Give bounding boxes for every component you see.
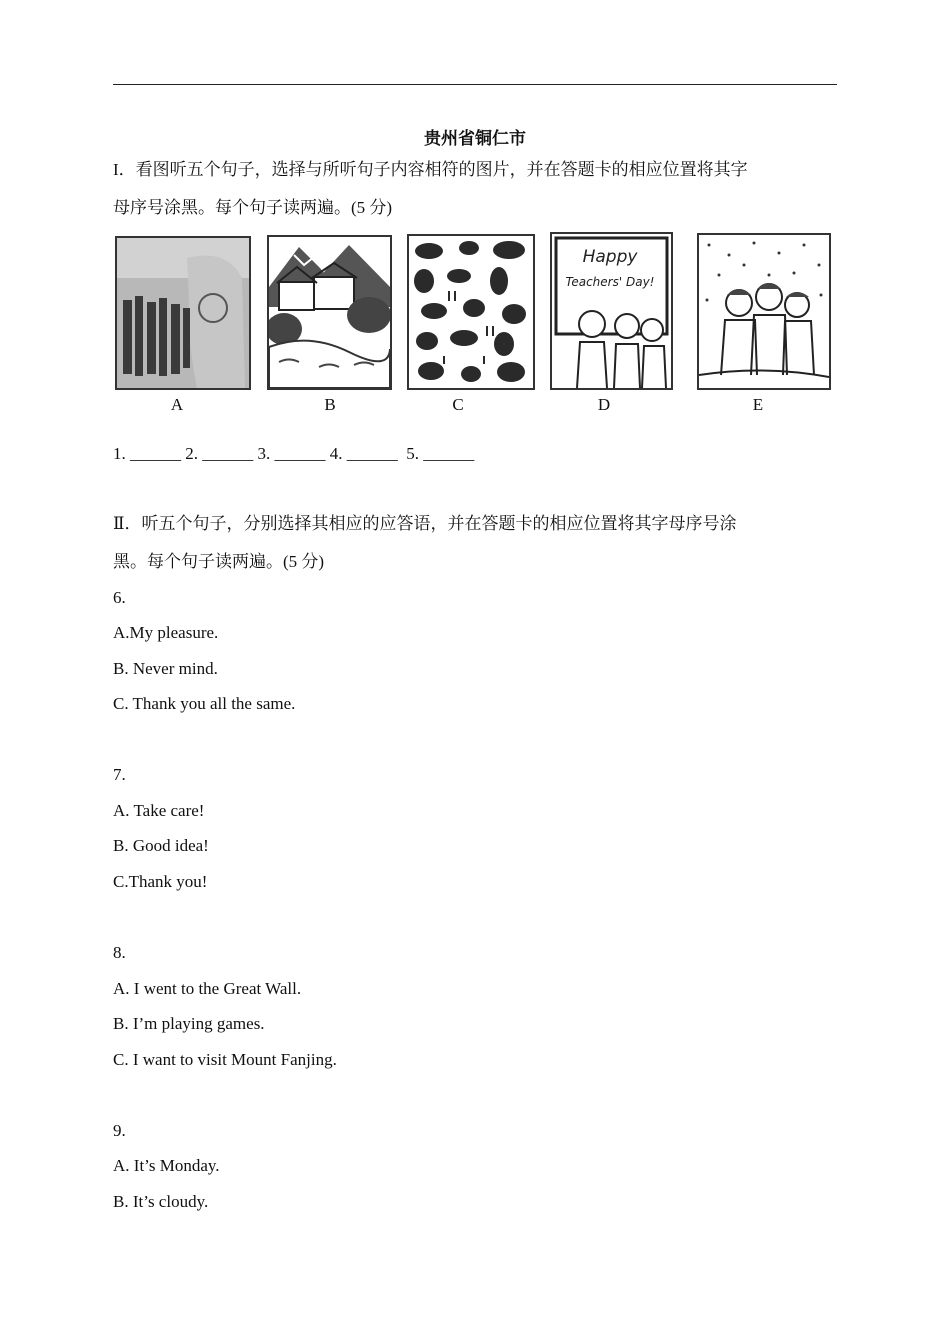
answer-blanks: 1. ______ 2. ______ 3. ______ 4. ______ 5. ______: [113, 444, 475, 463]
option-item: C. I want to visit Mount Fanjing.: [113, 1050, 337, 1069]
option-item: B. I’m playing games.: [113, 1014, 265, 1033]
picture-label-b: B: [324, 395, 336, 414]
wall-carving-image: [115, 236, 251, 390]
option-item: A. Take care!: [113, 801, 205, 820]
option-item: A. It’s Monday.: [113, 1156, 220, 1175]
question-number: 6.: [113, 588, 126, 607]
question-number: 8.: [113, 943, 126, 962]
section2-instruction-line2: 黑。每个句子读两遍。(5 分): [113, 552, 325, 571]
section2-instruction-line1: Ⅱ．听五个句子，分别选择其相应的应答语，并在答题卡的相应位置将其字母序号涂: [113, 514, 737, 533]
option-item: B. It’s cloudy.: [113, 1192, 209, 1211]
picture-label-d: D: [597, 395, 611, 414]
picture-label-e: E: [752, 395, 764, 414]
question-number: 9.: [113, 1121, 126, 1140]
village-house-image: [267, 235, 392, 390]
section1-instruction-line2: 母序号涂黑。每个句子读两遍。(5 分): [113, 198, 393, 217]
option-item: C.Thank you!: [113, 872, 208, 891]
children-in-snow-image: [697, 233, 831, 390]
option-item: B. Never mind.: [113, 659, 218, 678]
section1-instruction-line1: I．看图听五个句子，选择与所听句子内容相符的图片，并在答题卡的相应位置将其字: [113, 160, 748, 179]
board-text-line2: Teachers' Day!: [565, 275, 655, 289]
animals-collage-image: [407, 234, 535, 390]
option-item: B. Good idea!: [113, 836, 209, 855]
picture-label-a: A: [170, 395, 184, 414]
option-item: C. Thank you all the same.: [113, 694, 296, 713]
page-title: 贵州省铜仁市: [424, 129, 526, 148]
board-text-line1: Happy: [582, 247, 638, 267]
option-item: A. I went to the Great Wall.: [113, 979, 302, 998]
question-number: 7.: [113, 765, 126, 784]
picture-label-c: C: [452, 395, 464, 414]
option-item: A.My pleasure.: [113, 623, 219, 642]
header-rule: [113, 84, 837, 85]
teachers-day-board-image: [550, 232, 673, 390]
